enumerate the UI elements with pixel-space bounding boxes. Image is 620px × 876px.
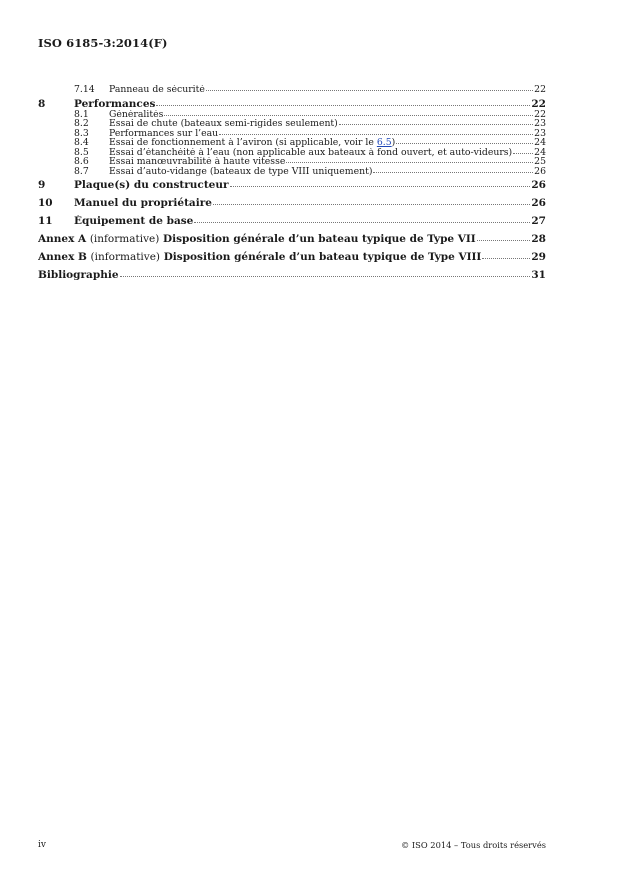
footer-page-number: iv	[38, 840, 46, 850]
toc-leader-dots	[213, 204, 530, 205]
toc-section-number: 9	[38, 179, 46, 191]
toc-entry-title: Panneau de sécurité	[109, 85, 205, 95]
toc-entry-title: Généralités	[109, 109, 164, 119]
toc-entry-page: 26	[534, 165, 546, 177]
toc-section-page: 26	[531, 197, 546, 209]
table-of-contents	[38, 85, 546, 281]
toc-annex-title	[38, 251, 481, 263]
toc-annex-title	[38, 233, 476, 245]
toc-section-8[interactable]	[38, 98, 546, 110]
toc-entry-8-1[interactable]	[38, 110, 546, 120]
toc-section-9[interactable]	[38, 179, 546, 191]
toc-entry-page: 22	[534, 108, 546, 120]
toc-leader-dots	[513, 153, 533, 154]
toc-section-page: 26	[531, 179, 546, 191]
toc-entry-7-14[interactable]	[38, 85, 546, 95]
toc-leader-dots	[164, 115, 533, 116]
toc-entry-title: Essai de chute (bateaux semi-rigides seulement)	[109, 119, 338, 129]
toc-entry-number: 8.4	[74, 137, 89, 148]
toc-section-page: 27	[531, 215, 546, 227]
toc-leader-dots	[194, 222, 530, 223]
toc-annex-page: 29	[531, 251, 546, 263]
toc-bibliography-page: 31	[531, 269, 546, 281]
annex-label: Annex B	[38, 251, 87, 263]
toc-entry-title-suffix: )	[391, 138, 396, 148]
toc-entry-8-2[interactable]	[38, 119, 546, 129]
toc-leader-dots	[286, 162, 533, 163]
toc-entry-8-6[interactable]	[38, 157, 546, 167]
toc-leader-dots	[120, 276, 531, 277]
toc-entry-8-4[interactable]	[38, 138, 546, 148]
toc-leader-dots	[482, 258, 530, 259]
toc-entry-title	[109, 138, 395, 148]
toc-leader-dots	[373, 172, 533, 173]
toc-section-number: 8	[38, 97, 46, 110]
toc-entry-number: 8.3	[74, 127, 89, 139]
toc-entry-page: 23	[534, 127, 546, 139]
toc-section-title: Manuel du propriétaire	[74, 197, 212, 209]
annex-title-text: Disposition générale d’un bateau typique de Type VII	[162, 233, 476, 245]
annex-title-text: Disposition générale d’un bateau typique de Type VIII	[163, 251, 482, 263]
toc-leader-dots	[339, 124, 533, 125]
toc-section-number: 10	[38, 197, 53, 209]
toc-entry-8-3[interactable]	[38, 129, 546, 139]
toc-leader-dots	[219, 134, 533, 135]
toc-section-page: 22	[531, 97, 546, 110]
toc-entry-8-5[interactable]	[38, 148, 546, 158]
toc-leader-dots	[206, 90, 533, 91]
toc-leader-dots	[396, 143, 533, 144]
document-id-header: ISO 6185-3:2014(F)	[38, 36, 168, 50]
toc-section-title: Performances	[74, 97, 156, 110]
annex-kind: (informative)	[90, 251, 161, 263]
toc-leader-dots	[477, 240, 531, 241]
toc-entry-page: 22	[534, 84, 546, 95]
toc-entry-8-7[interactable]	[38, 167, 546, 177]
toc-bibliography[interactable]	[38, 269, 546, 281]
toc-entry-page: 24	[534, 146, 546, 158]
toc-entry-title: Essai manœuvrabilité à haute vitesse	[109, 157, 286, 167]
toc-entry-number: 8.1	[74, 108, 89, 120]
toc-section-title: Équipement de base	[74, 215, 194, 227]
toc-leader-dots	[230, 186, 531, 187]
footer-copyright: © ISO 2014 – Tous droits réservés	[400, 840, 546, 850]
toc-entry-page: 25	[534, 156, 546, 167]
toc-annex-b[interactable]	[38, 251, 546, 263]
toc-entry-title: Performances sur l’eau	[109, 128, 219, 138]
annex-kind: (informative)	[89, 233, 160, 245]
toc-entry-page: 23	[534, 118, 546, 129]
toc-entry-number: 8.2	[74, 118, 89, 129]
toc-entry-page: 24	[534, 137, 546, 148]
clause-reference-link[interactable]: 6.5	[376, 138, 392, 148]
toc-entry-title: Essai d’auto-vidange (bateaux de type VIII uniquement)	[109, 166, 373, 176]
toc-section-10[interactable]	[38, 197, 546, 209]
toc-bibliography-title: Bibliographie	[38, 269, 119, 281]
toc-entry-title-text: Essai de fonctionnement à l’aviron (si applicable, voir le	[109, 138, 377, 148]
toc-entry-number: 7.14	[74, 84, 95, 95]
toc-section-title: Plaque(s) du constructeur	[74, 179, 229, 191]
toc-entry-title: Essai d’étanchéité à l’eau (non applicable aux bateaux à fond ouvert, et auto-videurs)	[109, 147, 513, 157]
toc-entry-number: 8.7	[74, 165, 89, 177]
toc-annex-a[interactable]	[38, 233, 546, 245]
toc-entry-number: 8.5	[74, 146, 89, 158]
toc-section-11[interactable]	[38, 215, 546, 227]
annex-label: Annex A	[38, 233, 87, 245]
toc-annex-page: 28	[531, 233, 546, 245]
toc-section-number: 11	[38, 215, 53, 227]
toc-leader-dots	[156, 105, 530, 106]
toc-entry-number: 8.6	[74, 156, 89, 167]
